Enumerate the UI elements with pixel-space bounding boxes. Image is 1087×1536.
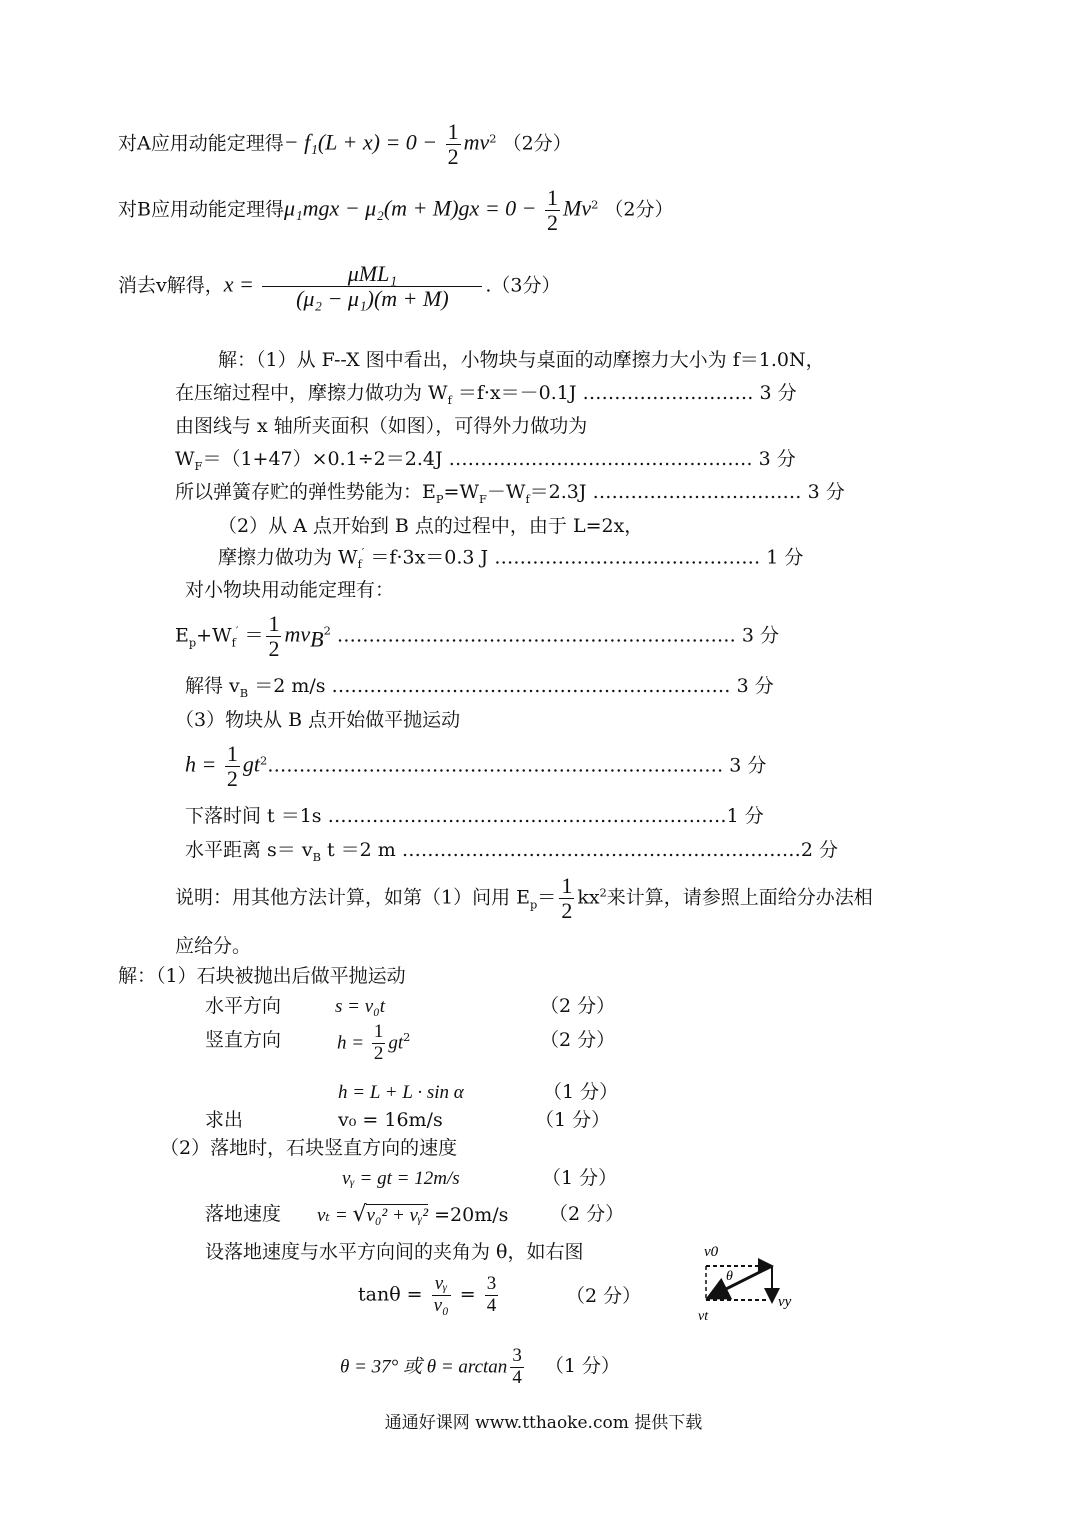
text: ＝2 m/s ……………………………………………………… 3 分 bbox=[248, 675, 774, 697]
text: 在压缩过程中，摩擦力做功为 W bbox=[175, 382, 448, 404]
sqrt-symbol: √ bbox=[352, 1202, 367, 1227]
fraction-numerator: 3 bbox=[486, 1273, 497, 1294]
fraction bbox=[446, 120, 461, 169]
equation-tail: gt bbox=[388, 1032, 404, 1054]
part3-line-11 bbox=[340, 1346, 620, 1389]
fraction-numerator: 1 bbox=[268, 611, 280, 636]
text: +W bbox=[196, 624, 232, 647]
fraction bbox=[225, 742, 240, 791]
equation-tail: mv bbox=[284, 621, 311, 647]
equation-lhs: x = bbox=[223, 271, 260, 297]
fraction-numerator: 1 bbox=[447, 119, 459, 144]
solution-line-13: 下落时间 t ＝1s ………………………………………………………1 分 bbox=[185, 805, 764, 827]
fraction bbox=[559, 874, 574, 923]
equation-line-a: 对A应用动能定理得− f₁(L + x) = 0 − $\frac{1}{2}$ $mv^2$ （2分） bbox=[118, 119, 572, 170]
score-label: （2 分） bbox=[540, 1029, 616, 1051]
part3-line-10 bbox=[358, 1273, 642, 1317]
fraction-denominator: 2 bbox=[268, 636, 280, 662]
vy-label: vy bbox=[778, 1294, 792, 1310]
equation-lhs: tanθ = bbox=[358, 1283, 429, 1306]
fraction-numerator: 1 bbox=[373, 1021, 384, 1042]
fraction-denominator: (μ₂ − μ₁)(m + M) bbox=[262, 286, 482, 311]
score-label: .（3分） bbox=[485, 274, 561, 297]
solution-line-4 bbox=[175, 449, 796, 473]
text: 来计算，请参照上面给分办法相 bbox=[606, 886, 873, 909]
subscript: f bbox=[447, 392, 452, 407]
solution-line-1: 解：（1）从 F--X 图中看出，小物块与桌面的动摩擦力大小为 f＝1.0N， bbox=[218, 349, 825, 371]
text: 水平距离 s＝ v bbox=[185, 839, 313, 861]
solution-line-12: h = $\frac{1}{2}$ $gt^2\dots\dots\dots\dots\dots\dots\dots\dots\dots\dots\dots\dots\dots\dots\dots\dots\dots\dots\dots\dots\dots\dots\dots\dots$ 3 分 bbox=[185, 741, 767, 792]
part3-line-2 bbox=[205, 995, 616, 1018]
fraction-denominator: 2 bbox=[373, 1042, 384, 1064]
text: ＝ bbox=[537, 886, 557, 909]
line-prefix: 消去v解得， bbox=[118, 274, 224, 297]
text: ＝f·3x＝0.3 J …………………………………… 1 分 bbox=[364, 546, 804, 569]
part3-line-8 bbox=[205, 1202, 625, 1227]
fraction-denominator: v₀ bbox=[433, 1294, 449, 1316]
fraction-numerator: 1 bbox=[547, 185, 559, 210]
fraction-numerator: 1 bbox=[226, 741, 238, 766]
label: 求出 bbox=[205, 1109, 244, 1131]
text: kx bbox=[577, 886, 600, 909]
subscript: F bbox=[194, 458, 203, 473]
text: －W bbox=[486, 481, 526, 503]
fraction bbox=[545, 186, 560, 235]
fraction-denominator: 2 bbox=[226, 766, 238, 792]
equation-expr: vᵧ = gt = 12m/s bbox=[342, 1168, 460, 1189]
line-prefix: 对A应用动能定理得 bbox=[118, 132, 284, 155]
equation-expr: s = v₀t bbox=[335, 996, 386, 1017]
text: ＝2.3J …………………………… 3 分 bbox=[529, 481, 845, 503]
text: E bbox=[175, 624, 189, 647]
text: ＝（1+47）×0.1÷2＝2.4J ………………………………………… 3 分 bbox=[202, 448, 796, 470]
text: 摩擦力做功为 W bbox=[218, 546, 358, 569]
subscript: F bbox=[479, 491, 487, 506]
v0-label: v0 bbox=[704, 1244, 719, 1260]
score-label: （2分） bbox=[502, 132, 572, 155]
equation-expr: − f₁(L + x) = 0 − bbox=[283, 129, 443, 155]
superscript: ′ bbox=[361, 545, 365, 559]
label: 落地速度 bbox=[205, 1203, 282, 1225]
label: 水平方向 bbox=[205, 995, 282, 1017]
equation-expr: v₀ = 16m/s bbox=[338, 1109, 443, 1131]
text: W bbox=[175, 448, 195, 470]
part3-line-7 bbox=[342, 1167, 618, 1190]
solution-line-9: $E_p+W_f'$ ＝ $\frac{1}{2}$ $mv_B^2$ ……………………………………………………… 3 分 bbox=[175, 611, 780, 662]
text: =W bbox=[443, 481, 479, 503]
solution-line-3: 由图线与 x 轴所夹面积（如图），可得外力做功为 bbox=[175, 415, 588, 437]
score-label: （2分） bbox=[604, 198, 674, 221]
subscript: B bbox=[239, 685, 249, 700]
score-label: （1 分） bbox=[542, 1167, 618, 1189]
equation-rest: =20m/s bbox=[428, 1204, 509, 1226]
solution-line-6: （2）从 A 点开始到 B 点的过程中，由于 L=2x， bbox=[218, 515, 644, 537]
fraction bbox=[372, 1022, 386, 1065]
part3-line-9: 设落地速度与水平方向间的夹角为 θ，如右图 bbox=[205, 1241, 584, 1263]
text: 解得 v bbox=[185, 675, 240, 697]
velocity-diagram bbox=[688, 1238, 808, 1328]
text: 说明：用其他方法计算，如第（1）问用 E bbox=[175, 886, 530, 909]
note-line-2: 应给分。 bbox=[175, 935, 252, 957]
label: 竖直方向 bbox=[205, 1029, 282, 1051]
equation-tail: gt bbox=[242, 751, 260, 777]
fraction-numerator: 1 bbox=[561, 873, 573, 898]
equation-expr: h = L + L · sin α bbox=[338, 1082, 464, 1103]
fraction-numerator: vᵧ bbox=[434, 1273, 448, 1294]
text: 所以弹簧存贮的弹性势能为：E bbox=[175, 481, 436, 503]
superscript: ′ bbox=[235, 623, 239, 638]
fraction-numerator: μML₁ bbox=[347, 261, 397, 286]
equation-expr: θ = 37° 或 θ = arctan bbox=[340, 1356, 508, 1378]
part3-line-1: 解：（1）石块被抛出后做平抛运动 bbox=[118, 965, 406, 987]
theta-label: θ bbox=[726, 1269, 733, 1284]
subscript: P bbox=[435, 491, 444, 506]
solution-line-7 bbox=[218, 546, 803, 571]
part3-line-6: （2）落地时，石块竖直方向的速度 bbox=[160, 1137, 458, 1159]
fraction-denominator: 2 bbox=[447, 144, 459, 170]
text: ＝ bbox=[238, 624, 264, 647]
text: t ＝2 m ………………………………………………………2 分 bbox=[320, 839, 838, 861]
fraction-denominator: 4 bbox=[486, 1294, 497, 1316]
score-label: （1 分） bbox=[544, 1355, 620, 1378]
subscript: B bbox=[310, 626, 324, 652]
part3-line-4 bbox=[338, 1081, 619, 1104]
vt-vector bbox=[708, 1266, 772, 1298]
subscript: f bbox=[357, 557, 362, 572]
sqrt-radicand: v₀² + vᵧ² bbox=[366, 1205, 429, 1226]
subscript: f bbox=[231, 635, 236, 650]
fraction-denominator: 2 bbox=[561, 898, 573, 924]
equation-expr: μ₁mgx − μ₂(m + M)gx = 0 − bbox=[283, 195, 543, 221]
text: ＝f·x＝－0.1J ……………………… 3 分 bbox=[451, 382, 797, 404]
part3-line-3: 竖直方向 h = $\frac{1}{2}$ $gt^2$ （2 分） bbox=[205, 1021, 616, 1064]
line-prefix: 对B应用动能定理得 bbox=[118, 198, 284, 221]
solution-line-10 bbox=[185, 676, 774, 700]
score-label: （2 分） bbox=[540, 995, 616, 1017]
score-label: （1 分） bbox=[535, 1109, 611, 1131]
equation-tail: mv bbox=[463, 129, 490, 155]
fraction bbox=[510, 1346, 524, 1389]
text: ……………………………………………………… 3 分 bbox=[330, 624, 780, 647]
equation-lhs: h = bbox=[337, 1032, 369, 1054]
equation-lhs: vₜ = bbox=[317, 1205, 353, 1226]
fraction bbox=[432, 1274, 451, 1317]
fraction-numerator: 3 bbox=[512, 1345, 522, 1366]
score-label: （2 分） bbox=[566, 1285, 642, 1307]
fraction bbox=[485, 1274, 499, 1317]
fraction bbox=[262, 262, 482, 311]
text: ……………………………………………………………… 3 分 bbox=[267, 754, 767, 777]
part3-line-5 bbox=[205, 1109, 611, 1132]
subscript: p bbox=[530, 897, 538, 912]
equation-line-b: 对B应用动能定理得μ₁mgx − μ₂(m + M)gx = 0 − $\frac{1}{2}$ Mv$^2$ （2分） bbox=[118, 185, 674, 236]
fraction bbox=[266, 612, 281, 661]
equation-tail: Mv bbox=[563, 195, 592, 221]
subscript: B bbox=[312, 849, 321, 864]
solution-line-5 bbox=[175, 482, 845, 506]
note-line-1: 说明：用其他方法计算，如第（1）问用 $E_p=$ $\frac{1}{2}$ $kx^2$来计算，请参照上面给分办法相 bbox=[175, 873, 873, 924]
subscript: p bbox=[188, 635, 197, 650]
subscript: f bbox=[525, 491, 530, 506]
footer-text: 通通好课网 www.tthaoke.com 提供下载 bbox=[384, 1413, 703, 1433]
solution-line-11: （3）物块从 B 点开始做平抛运动 bbox=[175, 709, 461, 731]
fraction-denominator: 2 bbox=[547, 210, 559, 236]
text: = bbox=[453, 1283, 482, 1306]
equation-line-c bbox=[118, 262, 561, 311]
vt-label: vt bbox=[698, 1309, 709, 1324]
solution-line-2 bbox=[175, 383, 797, 407]
fraction-denominator: 4 bbox=[512, 1366, 522, 1388]
equation-lhs: h = bbox=[185, 751, 222, 777]
solution-line-14 bbox=[185, 840, 838, 864]
score-label: （2 分） bbox=[549, 1203, 625, 1225]
solution-line-8: 对小物块用动能定理有： bbox=[185, 579, 395, 601]
score-label: （1 分） bbox=[543, 1081, 619, 1103]
